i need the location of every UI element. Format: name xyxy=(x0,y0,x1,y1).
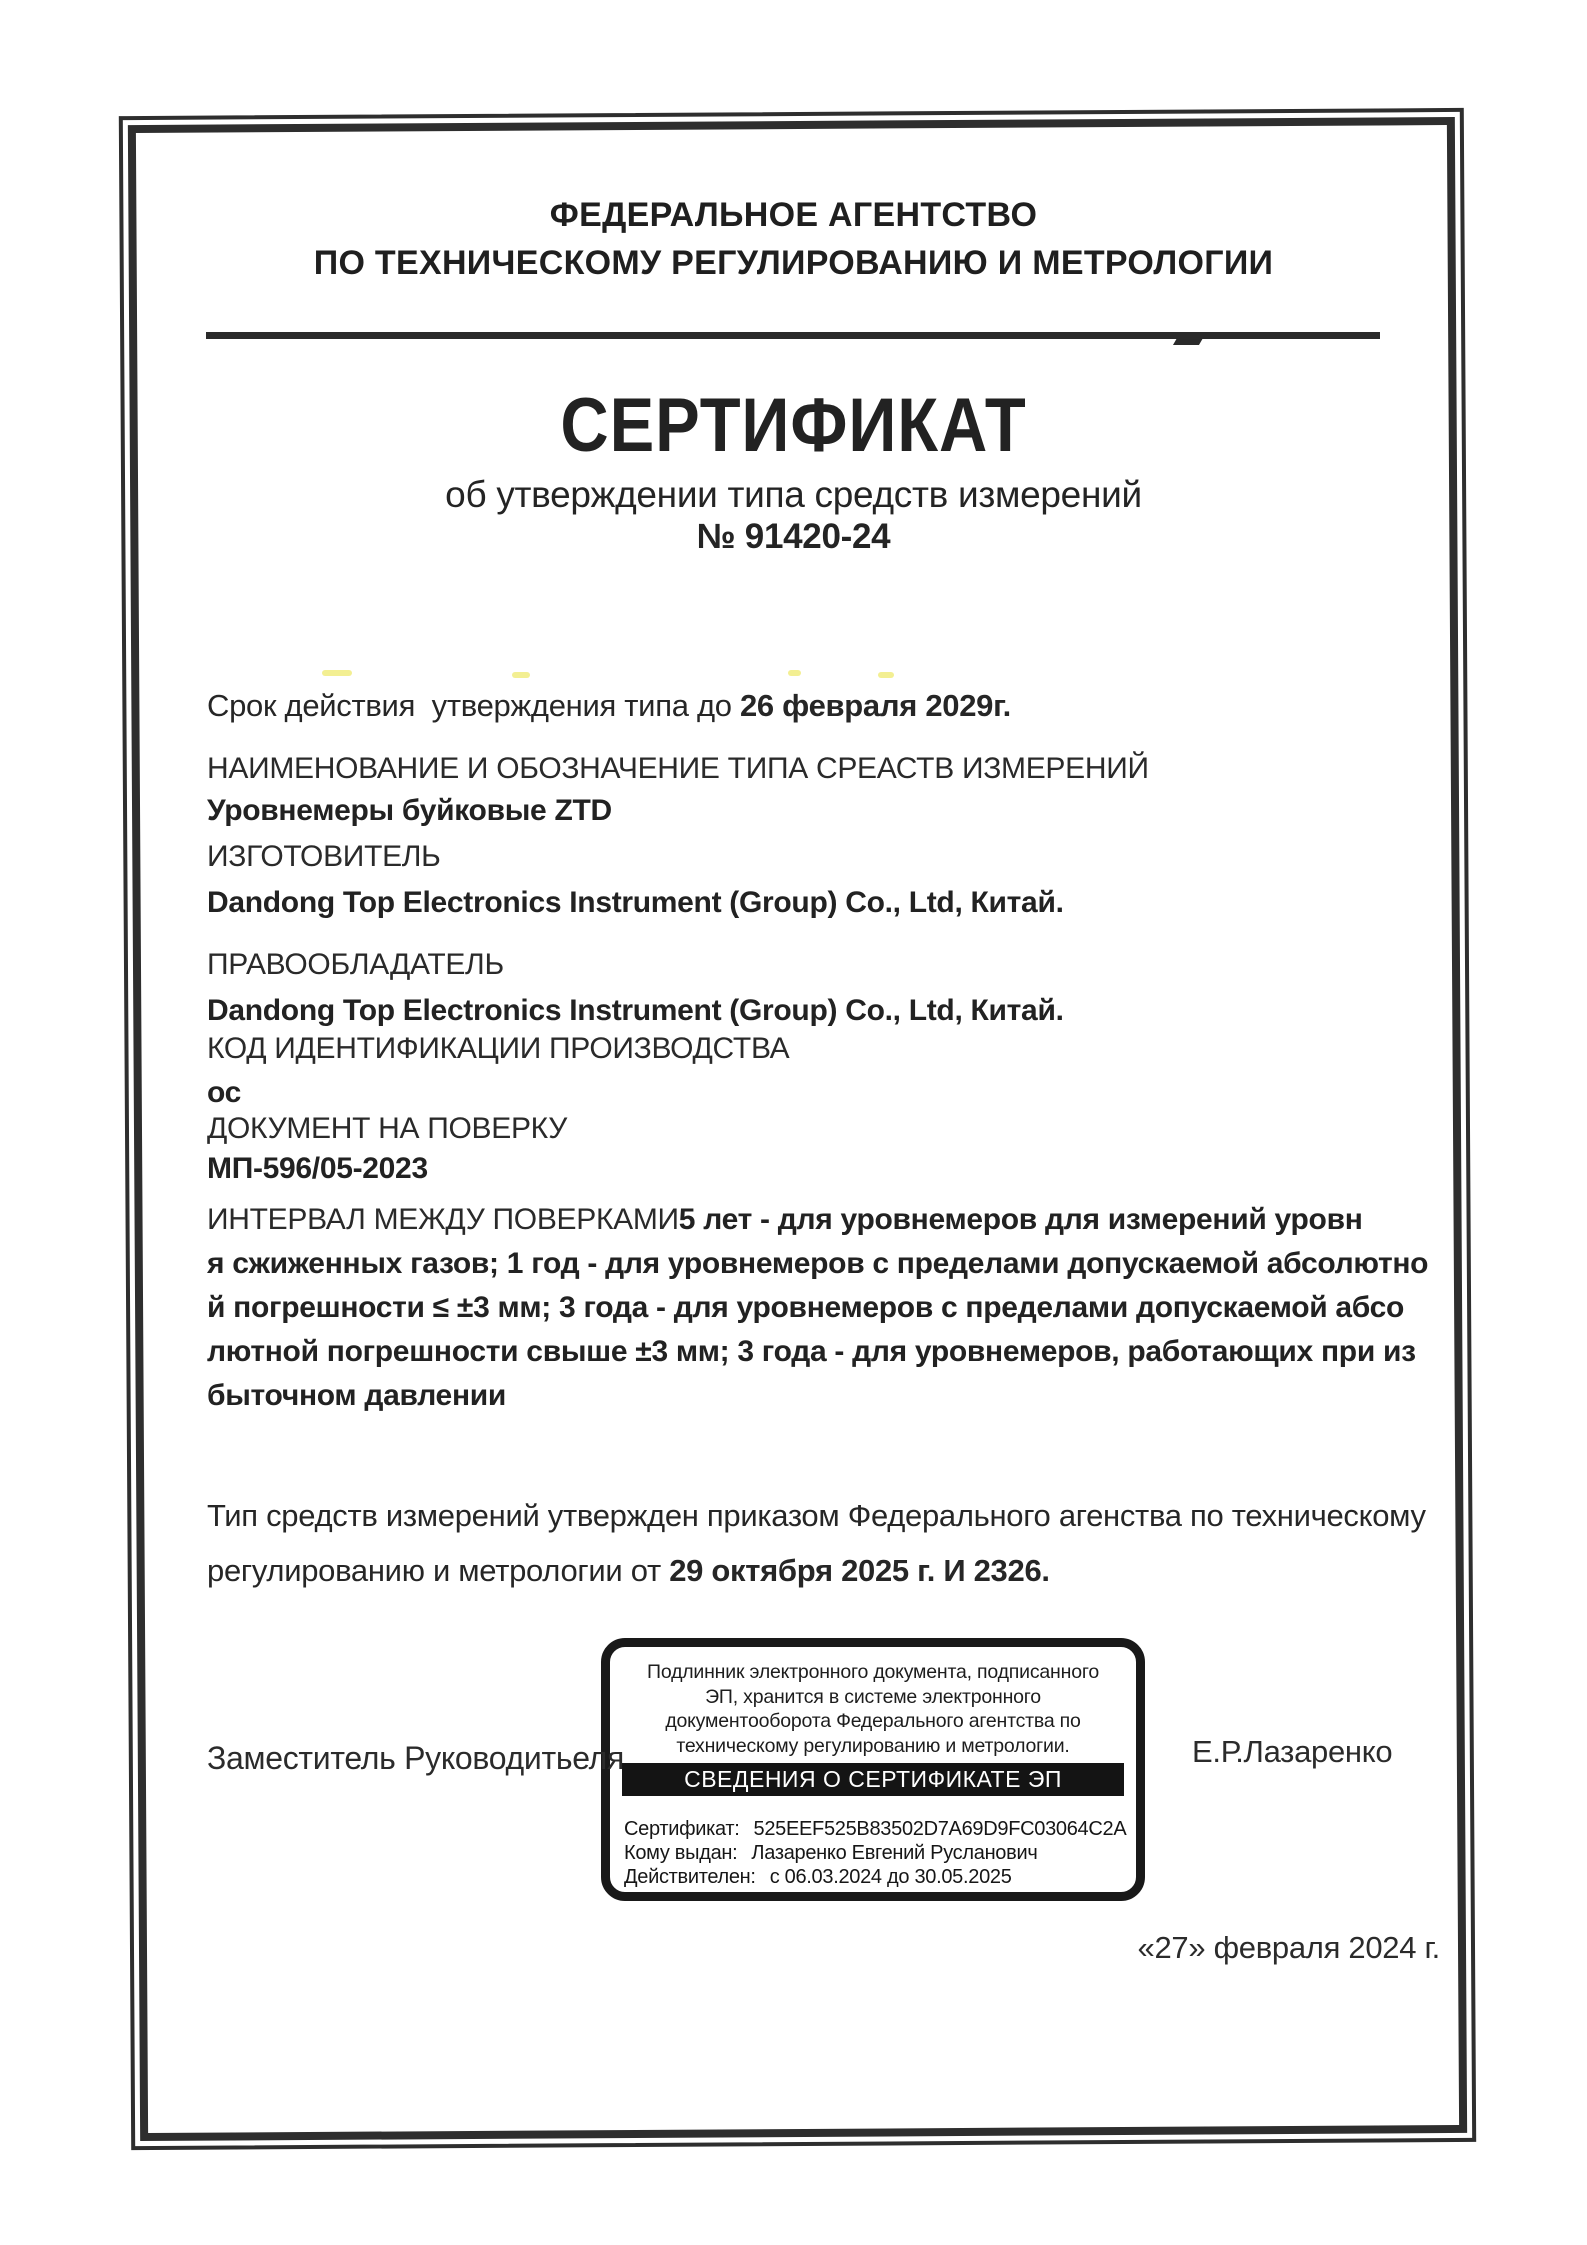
field-label-rights-holder: ПРАВООБЛАДАТЕЛЬ xyxy=(207,948,504,981)
interval-line-4: лютной погрешности свыше ±3 мм; 3 года - для уровнемеров, работающих при из xyxy=(207,1335,1416,1368)
document-subtitle: об утверждении типа средств измерений xyxy=(445,474,1142,515)
approval-line2-regular: регулированию и метрологии от xyxy=(207,1553,670,1588)
stamp-row-issued-to xyxy=(624,1841,1136,1865)
field-label-manufacturer: ИЗГОТОВИТЕЛЬ xyxy=(207,840,441,873)
agency-name-line1: ФЕДЕРАЛЬНОЕ АГЕНТСТВО xyxy=(549,196,1038,234)
scan-artifact-mark xyxy=(1173,338,1203,345)
stamp-certificate-details xyxy=(624,1817,1136,1889)
stamp-notice-text: Подлинник электронного документа, подписанного ЭП, хранится в системе электронного документооборота Федерального агентства по техническому регулированию и метрологии. xyxy=(647,1661,1099,1757)
interval-label: ИНТЕРВАЛ МЕЖДУ ПОВЕРКАМИ xyxy=(207,1203,679,1236)
stamp-row-label: Сертификат: xyxy=(624,1818,740,1840)
stamp-row-label: Действителен: xyxy=(624,1866,756,1888)
validity-label: Срок действия утверждения типа до xyxy=(207,688,740,723)
approval-paragraph-line1: Тип средств измерений утвержден приказом Федерального агенства по техническому xyxy=(207,1498,1426,1533)
field-label-production-id-code: КОД ИДЕНТИФИКАЦИИ ПРОИЗВОДСТВА xyxy=(207,1032,790,1065)
document-title: СЕРТИФИКАТ xyxy=(560,383,1027,468)
validity-line xyxy=(207,688,1011,724)
interval-line-5: быточном давлении xyxy=(207,1379,507,1412)
interval-line-1 xyxy=(207,1203,1363,1237)
stamp-row-valid-period xyxy=(624,1865,1136,1889)
highlighter-mark xyxy=(512,672,530,678)
stamp-row-value: с 06.03.2024 до 30.05.2025 xyxy=(769,1866,1012,1888)
approval-order-date: 29 октября 2025 г. И 2326. xyxy=(669,1553,1050,1588)
agency-name-line2: ПО ТЕХНИЧЕСКОМУ РЕГУЛИРОВАНИЮ И МЕТРОЛОГИИ xyxy=(313,244,1274,282)
approval-paragraph-line2 xyxy=(207,1553,1050,1589)
field-value-rights-holder: Dandong Top Electronics Instrument (Group) Co., Ltd, Китай. xyxy=(207,994,1064,1027)
document-date: «27» февраля 2024 г. xyxy=(1137,1930,1440,1965)
field-value-manufacturer: Dandong Top Electronics Instrument (Group) Co., Ltd, Китай. xyxy=(207,886,1064,919)
certificate-number: № 91420-24 xyxy=(696,517,891,556)
signatory-position: Заместитель Руководитьеля xyxy=(207,1740,625,1776)
stamp-bar-title: СВЕДЕНИЯ О СЕРТИФИКАТЕ ЭП xyxy=(622,1763,1124,1796)
signatory-name: Е.Р.Лазаренко xyxy=(1192,1734,1393,1769)
stamp-row-value: 525EEF525B83502D7A69D9FC03064C2A xyxy=(753,1818,1127,1840)
stamp-row-certificate xyxy=(624,1817,1136,1841)
highlighter-mark xyxy=(788,670,801,676)
highlighter-mark xyxy=(878,672,894,678)
interval-text-1: 5 лет - для уровнемеров для измерений уровн xyxy=(678,1203,1363,1236)
validity-value: 26 февраля 2029г. xyxy=(739,688,1011,723)
interval-line-3: й погрешности ≤ ±3 мм; 3 года - для уровнемеров с пределами допускаемой абсо xyxy=(207,1291,1405,1324)
field-value-verification-document: МП-596/05-2023 xyxy=(207,1152,428,1185)
stamp-row-value: Лазаренко Евгений Русланович xyxy=(751,1842,1038,1864)
field-value-type-designation: Уровнемеры буйковые ZTD xyxy=(207,794,612,827)
electronic-signature-stamp xyxy=(601,1638,1145,1901)
field-label-verification-document: ДОКУМЕНТ НА ПОВЕРКУ xyxy=(207,1112,567,1145)
stamp-row-label: Кому выдан: xyxy=(624,1842,738,1864)
field-value-production-id-code: ос xyxy=(207,1076,242,1109)
header-divider-rule xyxy=(206,332,1380,339)
highlighter-mark xyxy=(322,670,352,676)
field-label-type-designation: НАИМЕНОВАНИЕ И ОБОЗНАЧЕНИЕ ТИПА СРЕАСТВ ИЗМЕРЕНИЙ xyxy=(207,752,1149,785)
interval-line-2: я сжиженных газов; 1 год - для уровнемеров с пределами допускаемой абсолютно xyxy=(207,1247,1429,1280)
